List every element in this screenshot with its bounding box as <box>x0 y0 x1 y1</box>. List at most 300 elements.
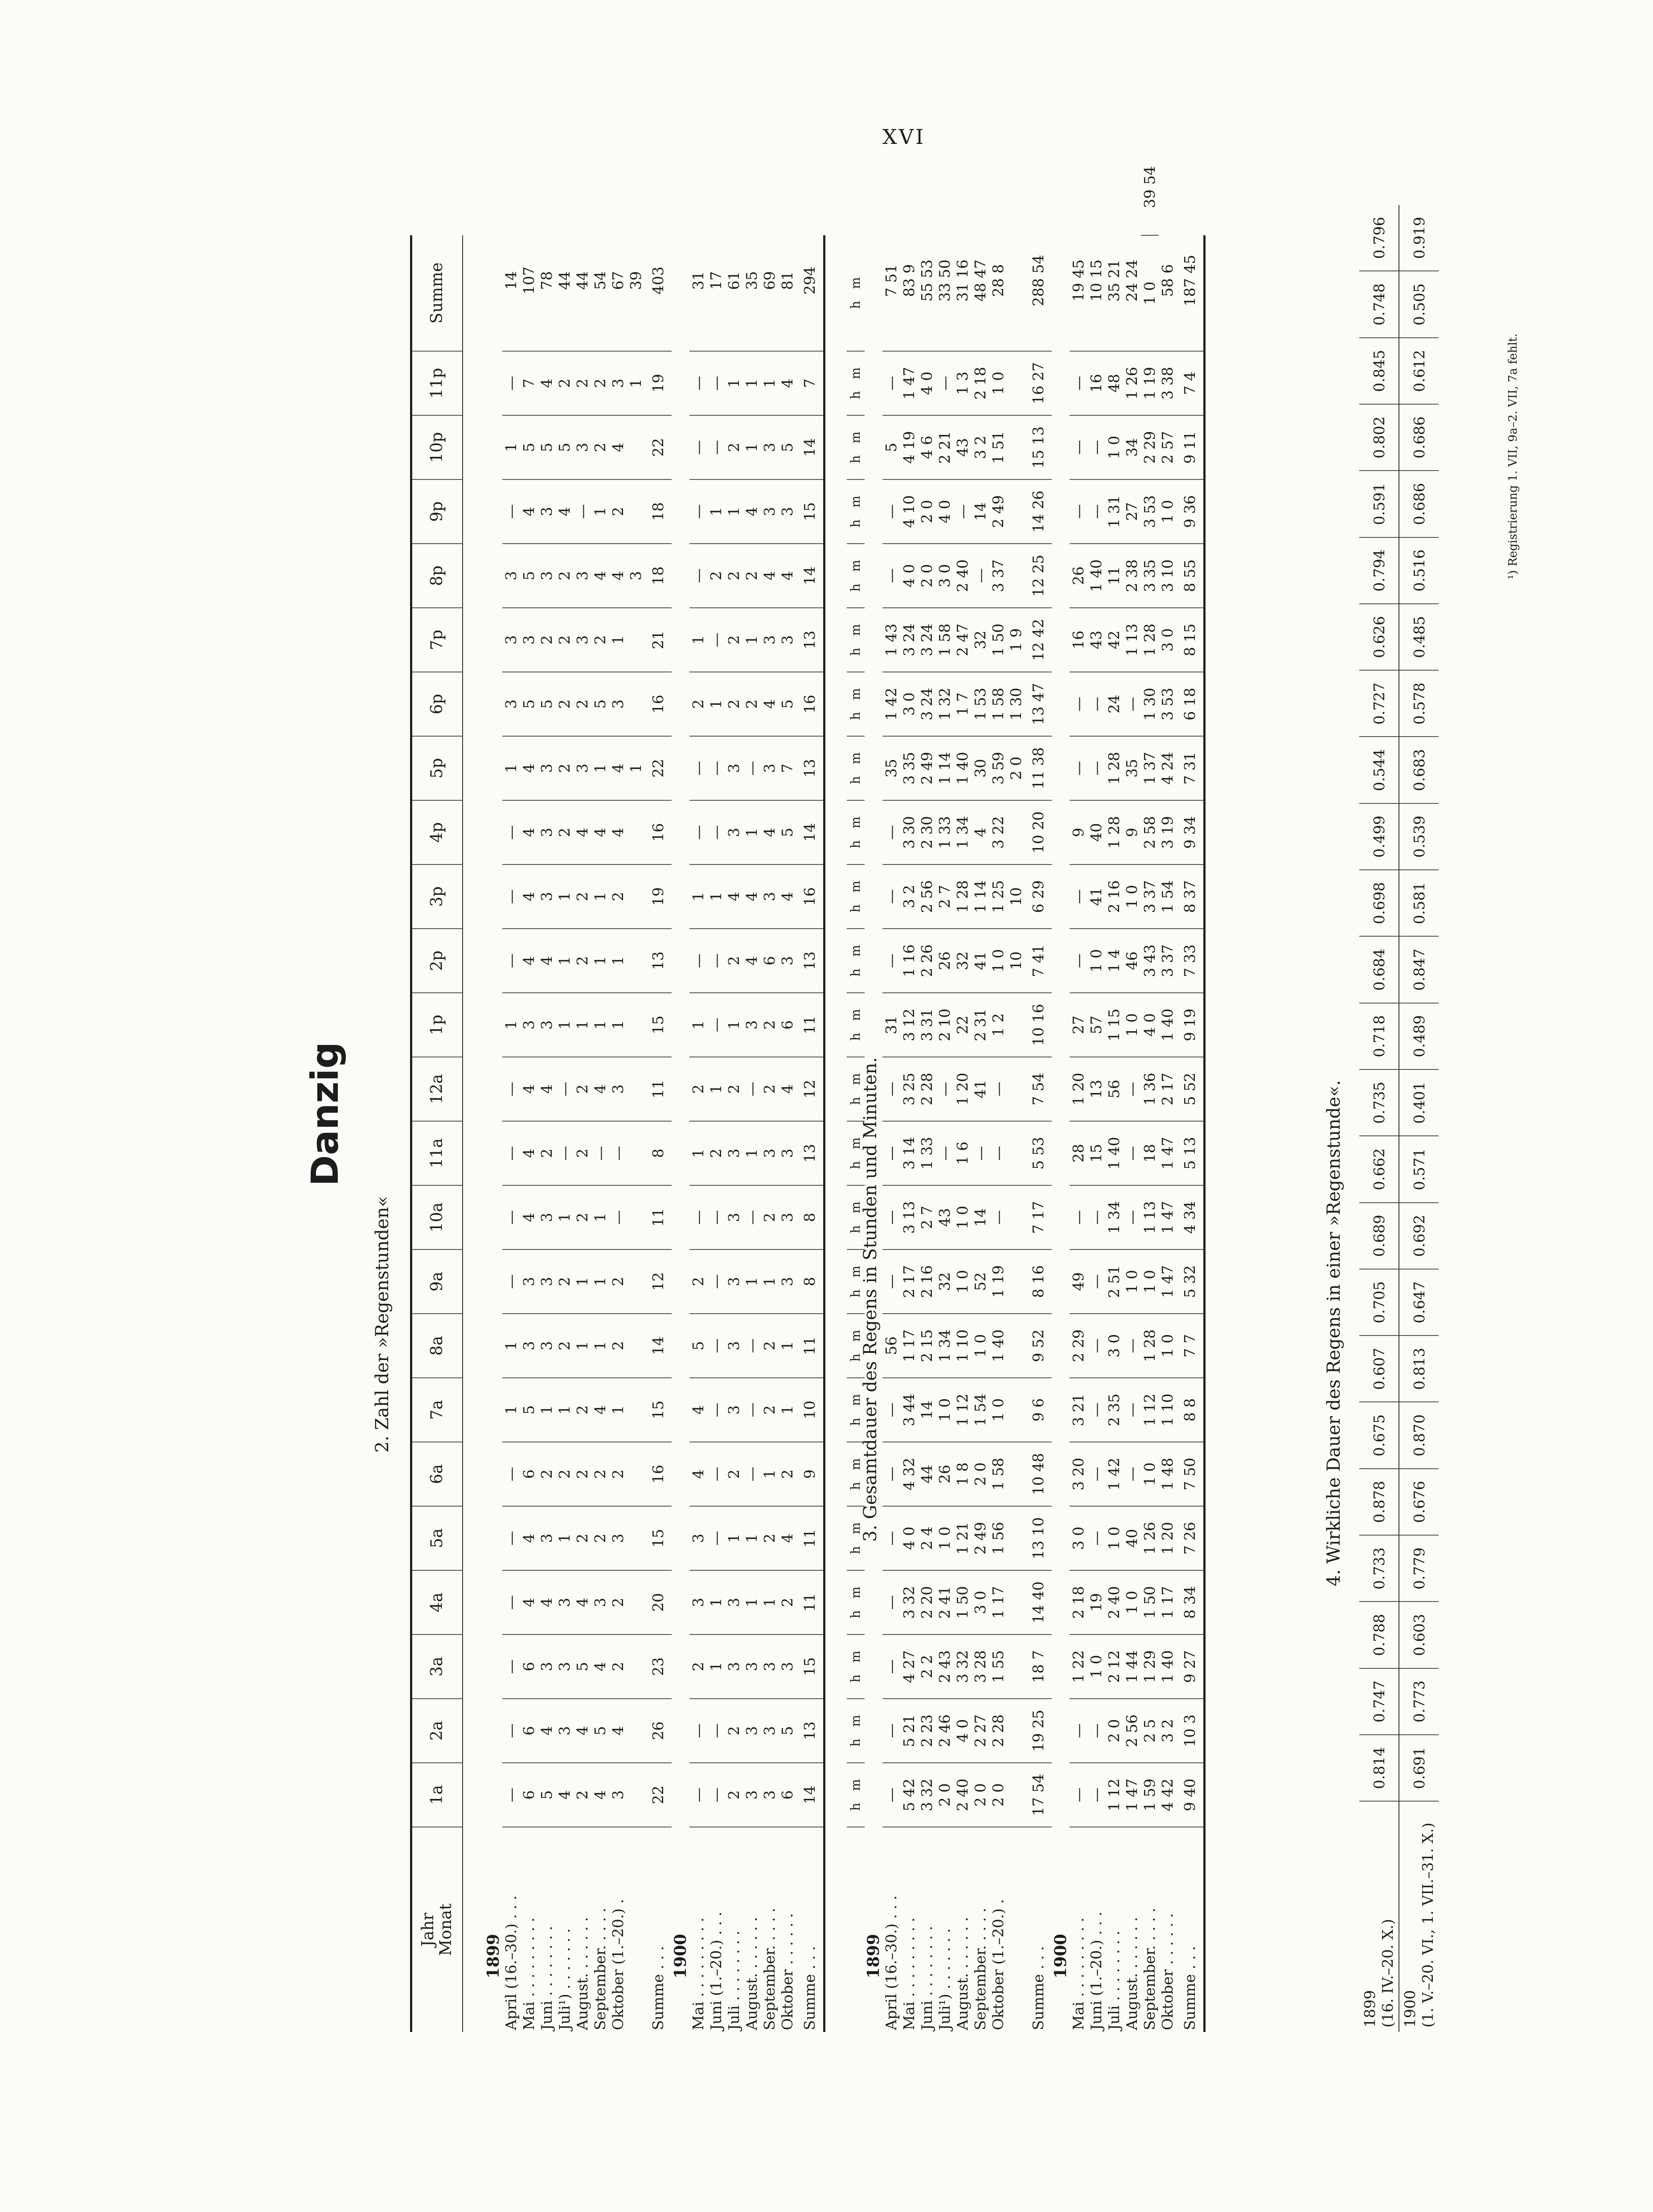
cell: 4 <box>520 479 538 544</box>
sum-cell: 8 34 <box>1177 1570 1205 1634</box>
cell: 2 <box>574 1057 591 1121</box>
row-sum: 39 <box>627 235 645 351</box>
unit-h: h <box>848 1225 863 1233</box>
table-row <box>743 205 761 2032</box>
sum-cell: 15 <box>796 1634 824 1699</box>
unit-m: m <box>848 624 863 636</box>
cell: 2 0 <box>936 1763 954 1827</box>
cell: 19 <box>1087 1570 1105 1634</box>
cell: — <box>743 1057 761 1121</box>
unit-h: h <box>848 1417 863 1426</box>
footnote: ¹) Registrierung 1. VII, 9a–2. VII, 7a fehlt. <box>1506 333 1520 579</box>
cell: 1 <box>743 1249 761 1314</box>
cell: 1 0 <box>954 1185 972 1249</box>
cell: 3 0 <box>972 1570 989 1634</box>
cell: 2 <box>574 864 591 929</box>
section-4-value: 0.683 <box>1399 737 1439 803</box>
cell: 11 <box>1105 544 1123 608</box>
header-hour: 11p <box>411 351 463 415</box>
sum-cell: 7 26 <box>1177 1506 1205 1570</box>
sum-cell: 10 16 <box>1025 993 1052 1057</box>
cell: 1 3 <box>954 351 972 415</box>
row-label: September. . . . . <box>761 1908 778 2030</box>
cell: — <box>1123 672 1141 736</box>
cell: 28 <box>1070 1121 1087 1185</box>
cell: 2 <box>689 1634 707 1699</box>
year-row <box>1052 205 1070 2032</box>
table-row <box>1007 205 1025 2032</box>
sum-cell: 19 <box>645 864 672 929</box>
cell: 1 50 <box>954 1570 972 1634</box>
unit-cell <box>847 800 865 864</box>
cell: 3 43 <box>1141 929 1159 993</box>
cell: 3 14 <box>900 1121 918 1185</box>
section-4-heading: 4. Wirkliche Dauer des Regens in einer »Regenstunde«. <box>1324 1080 1344 1586</box>
row-sum: 81 <box>779 235 796 351</box>
header-hour: 9p <box>411 479 463 544</box>
table-row <box>918 205 936 2032</box>
header-hour: 6a <box>411 1442 463 1506</box>
cell: 2 <box>591 1506 609 1570</box>
row-label <box>1007 1827 1025 2032</box>
cell: 3 <box>725 1185 743 1249</box>
cell: — <box>707 929 725 993</box>
cell: 56 <box>1105 1057 1123 1121</box>
cell: 3 24 <box>918 672 936 736</box>
cell: 9 <box>1123 800 1141 864</box>
row-sum: 78 <box>538 235 556 351</box>
row-sum: 33 50 <box>936 235 954 351</box>
cell: 1 25 <box>989 864 1007 929</box>
cell: 2 46 <box>936 1699 954 1763</box>
header-hour: 4p <box>411 800 463 864</box>
sum-cell: 20 <box>645 1570 672 1634</box>
section-4-value: 0.499 <box>1359 803 1399 870</box>
cell: 1 <box>689 1121 707 1185</box>
section-4-value: 0.870 <box>1399 1402 1439 1468</box>
cell: 22 <box>954 993 972 1057</box>
cell: 1 42 <box>1105 1442 1123 1506</box>
cell: 1 <box>502 1378 520 1442</box>
cell: — <box>502 1634 520 1699</box>
cell: 4 <box>591 544 609 608</box>
cell: 3 <box>725 800 743 864</box>
cell: 3 <box>538 800 556 864</box>
unit-m: m <box>848 945 863 957</box>
cell: 3 <box>725 736 743 800</box>
cell: 2 <box>707 1121 725 1185</box>
cell: — <box>707 993 725 1057</box>
cell: 31 <box>882 993 900 1057</box>
cell: 5 <box>520 544 538 608</box>
cell: — <box>1087 1185 1105 1249</box>
cell: 5 <box>779 415 796 479</box>
cell: 2 <box>725 608 743 672</box>
cell: 4 32 <box>900 1442 918 1506</box>
sum-cell: 17 54 <box>1025 1763 1052 1827</box>
cell <box>1007 1634 1025 1699</box>
cell: 3 <box>743 1763 761 1827</box>
cell: 1 <box>707 479 725 544</box>
cell: 1 <box>538 1378 556 1442</box>
row-sum: 28 8 <box>989 235 1007 351</box>
header-summe: Summe <box>411 235 463 351</box>
header-hour: 12a <box>411 1057 463 1121</box>
cell <box>1007 1378 1025 1442</box>
cell: 2 21 <box>936 415 954 479</box>
cell: 4 <box>520 1057 538 1121</box>
cell: — <box>1087 1699 1105 1763</box>
cell <box>1007 993 1025 1057</box>
cell: 1 <box>743 608 761 672</box>
cell: 5 <box>591 672 609 736</box>
cell: — <box>1070 479 1087 544</box>
row-sum: 7 51 <box>882 235 900 351</box>
unit-m: m <box>848 752 863 764</box>
section-4-value: 0.607 <box>1359 1335 1399 1402</box>
sum-cell: 14 <box>796 544 824 608</box>
cell: 2 <box>556 672 574 736</box>
cell: — <box>609 1121 627 1185</box>
table-body <box>463 166 1205 2032</box>
cell: 2 <box>689 1249 707 1314</box>
sum-cell: 14 <box>796 800 824 864</box>
cell: — <box>707 608 725 672</box>
section-4-value: 0.676 <box>1399 1469 1439 1535</box>
sum-cell: 9 6 <box>1025 1378 1052 1442</box>
cell: 4 <box>591 1634 609 1699</box>
row-sum: 55 53 <box>918 235 936 351</box>
cell: 35 <box>1123 736 1141 800</box>
sum-cell: 6 18 <box>1177 672 1205 736</box>
section-4-value: 0.516 <box>1399 537 1439 604</box>
row-label: August. . . . . . . <box>1123 1917 1140 2030</box>
cell: 1 28 <box>1141 1314 1159 1378</box>
cell: 1 40 <box>954 736 972 800</box>
section-4-year: 1899 <box>1361 1990 1378 2028</box>
section-4-period: (16. IV.–20. X.) <box>1379 1919 1396 2028</box>
cell: 3 22 <box>989 800 1007 864</box>
cell: 1 <box>743 800 761 864</box>
cell <box>627 864 645 929</box>
cell: 2 <box>725 1442 743 1506</box>
cell: 1 <box>707 1570 725 1634</box>
unit-cell <box>847 1314 865 1378</box>
cell: 2 <box>556 800 574 864</box>
cell: 2 <box>556 544 574 608</box>
cell: 2 17 <box>1159 1057 1177 1121</box>
section-4-value: 0.748 <box>1359 271 1399 337</box>
section-4-value: 0.686 <box>1399 471 1439 537</box>
cell: 4 <box>743 479 761 544</box>
sum-cell: 13 <box>796 1699 824 1763</box>
sum-cell: 9 <box>796 1442 824 1506</box>
cell: 3 <box>779 1634 796 1699</box>
cell: 2 <box>707 544 725 608</box>
sum-cell: 15 <box>645 1506 672 1570</box>
cell: 44 <box>918 1442 936 1506</box>
cell: 4 <box>538 1570 556 1634</box>
cell: 3 <box>761 1121 779 1185</box>
sum-cell: 22 <box>645 736 672 800</box>
cell: 3 19 <box>1159 800 1177 864</box>
cell: 2 2 <box>918 1634 936 1699</box>
cell: 2 23 <box>918 1699 936 1763</box>
cell: — <box>1087 1763 1105 1827</box>
cell: 1 47 <box>1123 1763 1141 1827</box>
cell: 1 40 <box>1105 1121 1123 1185</box>
row-label: Juli . . . . . . . . <box>1105 1930 1123 2030</box>
cell: 3 35 <box>900 736 918 800</box>
sum-cell: 9 40 <box>1177 1763 1205 1827</box>
cell: 1 <box>779 1314 796 1378</box>
row-label: Mai . . . . . . . . . <box>520 1917 537 2030</box>
section-4-value: 0.539 <box>1399 803 1439 870</box>
cell: 3 <box>779 929 796 993</box>
sum-cell: 14 <box>796 1763 824 1827</box>
cell: 2 56 <box>918 864 936 929</box>
cell <box>1007 544 1025 608</box>
section-4-value: 0.489 <box>1399 1003 1439 1069</box>
cell: 1 <box>591 479 609 544</box>
cell: 24 <box>1105 672 1123 736</box>
cell: 4 <box>591 800 609 864</box>
section-4-value: 0.612 <box>1399 338 1439 404</box>
cell: 1 42 <box>882 672 900 736</box>
cell: — <box>743 736 761 800</box>
cell: — <box>882 544 900 608</box>
cell: 3 <box>761 415 779 479</box>
cell: 4 <box>538 351 556 415</box>
sum-cell: 9 27 <box>1177 1634 1205 1699</box>
cell: 3 <box>779 1249 796 1314</box>
cell <box>1007 1249 1025 1314</box>
cell: 1 <box>502 736 520 800</box>
cell <box>627 993 645 1057</box>
unit-cell <box>847 351 865 415</box>
year-row <box>484 205 502 2032</box>
spacer <box>824 235 837 2032</box>
unit-m: m <box>848 881 863 893</box>
row-sum: 10 15 <box>1087 235 1105 351</box>
cell: — <box>989 1185 1007 1249</box>
cell: — <box>502 1185 520 1249</box>
cell: 2 <box>779 1570 796 1634</box>
cell: — <box>882 800 900 864</box>
row-label: Juli . . . . . . . . <box>725 1930 742 2030</box>
cell: 4 <box>538 1057 556 1121</box>
section-4-value: 0.686 <box>1399 404 1439 471</box>
cell: 4 <box>779 544 796 608</box>
cell: 2 <box>725 1763 743 1827</box>
sum-cell: 9 52 <box>1025 1314 1052 1378</box>
cell: 1 19 <box>1141 351 1159 415</box>
table-row <box>779 205 796 2032</box>
cell: — <box>1087 415 1105 479</box>
unit-m: m <box>848 1009 863 1021</box>
cell: 14 <box>972 479 989 544</box>
cell: 2 <box>725 929 743 993</box>
row-label: Juli¹) . . . . . . . <box>936 1928 953 2030</box>
sum-cell: 7 41 <box>1025 929 1052 993</box>
cell: 26 <box>936 929 954 993</box>
sum-cell: 7 4 <box>1177 351 1205 415</box>
cell: 4 10 <box>900 479 918 544</box>
row-label: April (16.–30.) . . . <box>502 1895 520 2030</box>
cell: — <box>689 1699 707 1763</box>
cell: 5 <box>520 672 538 736</box>
main-table <box>410 166 1206 2032</box>
unit-m: m <box>848 1266 863 1278</box>
cell: 2 47 <box>954 608 972 672</box>
cell: 1 <box>556 1185 574 1249</box>
header-hour: 10p <box>411 415 463 479</box>
header-hour: 2p <box>411 929 463 993</box>
cell: 1 0 <box>1123 1249 1141 1314</box>
cell: — <box>502 864 520 929</box>
cell: 3 0 <box>1159 608 1177 672</box>
cell: 4 <box>520 736 538 800</box>
cell: 1 43 <box>882 608 900 672</box>
sum-total: 288 54 <box>1025 235 1052 351</box>
section-4-table <box>1359 205 1439 2032</box>
cell: 4 6 <box>918 415 936 479</box>
sum-cell: 16 27 <box>1025 351 1052 415</box>
sum-cell: 10 3 <box>1177 1699 1205 1763</box>
cell: 1 <box>761 351 779 415</box>
cell: 1 20 <box>1070 1057 1087 1121</box>
sum-cell: 15 <box>645 993 672 1057</box>
sum-cell: 12 <box>645 1249 672 1314</box>
cell: 4 <box>520 1506 538 1570</box>
cell: — <box>502 1570 520 1634</box>
cell: 2 29 <box>1070 1314 1087 1378</box>
cell: 6 <box>520 1442 538 1506</box>
sum-cell: 11 <box>645 1057 672 1121</box>
cell: 10 <box>1007 929 1025 993</box>
cell: 1 26 <box>1141 1506 1159 1570</box>
cell: 1 0 <box>1123 993 1141 1057</box>
cell: 1 2 <box>989 993 1007 1057</box>
unit-cell <box>847 929 865 993</box>
cell: — <box>882 929 900 993</box>
cell: 5 42 <box>900 1763 918 1827</box>
unit-h: h <box>848 840 863 848</box>
table-row <box>707 205 725 2032</box>
cell: 2 0 <box>989 1763 1007 1827</box>
cell: 3 <box>743 1634 761 1699</box>
cell: 1 40 <box>1087 544 1105 608</box>
cell: 3 <box>725 1121 743 1185</box>
cell: 32 <box>954 929 972 993</box>
row-sum: 58 6 <box>1159 235 1177 351</box>
row-label: August. . . . . . . <box>954 1917 971 2030</box>
cell: 1 31 <box>1105 479 1123 544</box>
cell: — <box>1087 1506 1105 1570</box>
cell: 1 20 <box>954 1057 972 1121</box>
cell: 1 <box>556 1506 574 1570</box>
sum-cell: 18 <box>645 479 672 544</box>
cell: 3 <box>556 1699 574 1763</box>
cell: 3 <box>538 479 556 544</box>
cell: 3 37 <box>1159 929 1177 993</box>
cell: 3 44 <box>900 1378 918 1442</box>
table-row <box>1105 205 1123 2032</box>
cell: 2 <box>725 544 743 608</box>
section-4-value: 0.675 <box>1359 1402 1399 1468</box>
sum-cell: 7 <box>796 351 824 415</box>
cell: — <box>1087 1378 1105 1442</box>
cell: — <box>556 1057 574 1121</box>
cell: — <box>502 1057 520 1121</box>
cell: 1 40 <box>1159 1634 1177 1699</box>
sum-cell: 7 31 <box>1177 736 1205 800</box>
cell: 5 <box>882 415 900 479</box>
cell: 3 0 <box>900 672 918 736</box>
cell: 1 20 <box>1159 1506 1177 1570</box>
unit-h: h <box>848 1738 863 1747</box>
sum-cell: 21 <box>645 608 672 672</box>
cell: 1 <box>502 993 520 1057</box>
cell: 1 33 <box>918 1121 936 1185</box>
row-sum: 83 9 <box>900 235 918 351</box>
cell: 2 <box>689 672 707 736</box>
unit-cell <box>847 1506 865 1570</box>
sum-cell: 7 7 <box>1177 1314 1205 1378</box>
cell: 3 <box>574 544 591 608</box>
cell: — <box>882 1378 900 1442</box>
cell: 1 55 <box>989 1634 1007 1699</box>
cell: 2 16 <box>1105 864 1123 929</box>
sum-cell: 10 48 <box>1025 1442 1052 1506</box>
cell: 4 <box>520 1121 538 1185</box>
sum-cell: 9 19 <box>1177 993 1205 1057</box>
sum-cell: 13 <box>796 736 824 800</box>
cell: 6 <box>761 929 779 993</box>
cell: 1 0 <box>1141 1249 1159 1314</box>
sum-cell: 14 26 <box>1025 479 1052 544</box>
section-4-value: 0.847 <box>1399 936 1439 1003</box>
sum-row <box>1025 205 1052 2032</box>
cell: 1 <box>627 351 645 415</box>
cell <box>627 479 645 544</box>
sum-total: 403 <box>645 235 672 351</box>
cell: 1 28 <box>1105 736 1123 800</box>
cell: 4 <box>689 1442 707 1506</box>
cell: 41 <box>972 929 989 993</box>
cell: 6 <box>779 1763 796 1827</box>
sum-cell: 16 <box>645 800 672 864</box>
cell: 1 9 <box>1007 608 1025 672</box>
cell: — <box>989 1057 1007 1121</box>
table-row <box>1159 205 1177 2032</box>
row-label: Juni (1.–20.) . . . <box>707 1912 725 2030</box>
cell: 5 <box>538 672 556 736</box>
sum-cell: 23 <box>645 1634 672 1699</box>
page-number: XVI <box>882 125 926 149</box>
cell: 2 <box>574 1442 591 1506</box>
cell: 2 <box>574 351 591 415</box>
cell: 1 47 <box>900 351 918 415</box>
sum-cell: 8 <box>796 1185 824 1249</box>
cell: — <box>502 351 520 415</box>
table-row <box>972 205 989 2032</box>
cell: 1 44 <box>1123 1634 1141 1699</box>
cell <box>627 415 645 479</box>
unit-h: h <box>848 301 863 309</box>
unit-cell <box>847 672 865 736</box>
cell: 1 12 <box>1141 1378 1159 1442</box>
